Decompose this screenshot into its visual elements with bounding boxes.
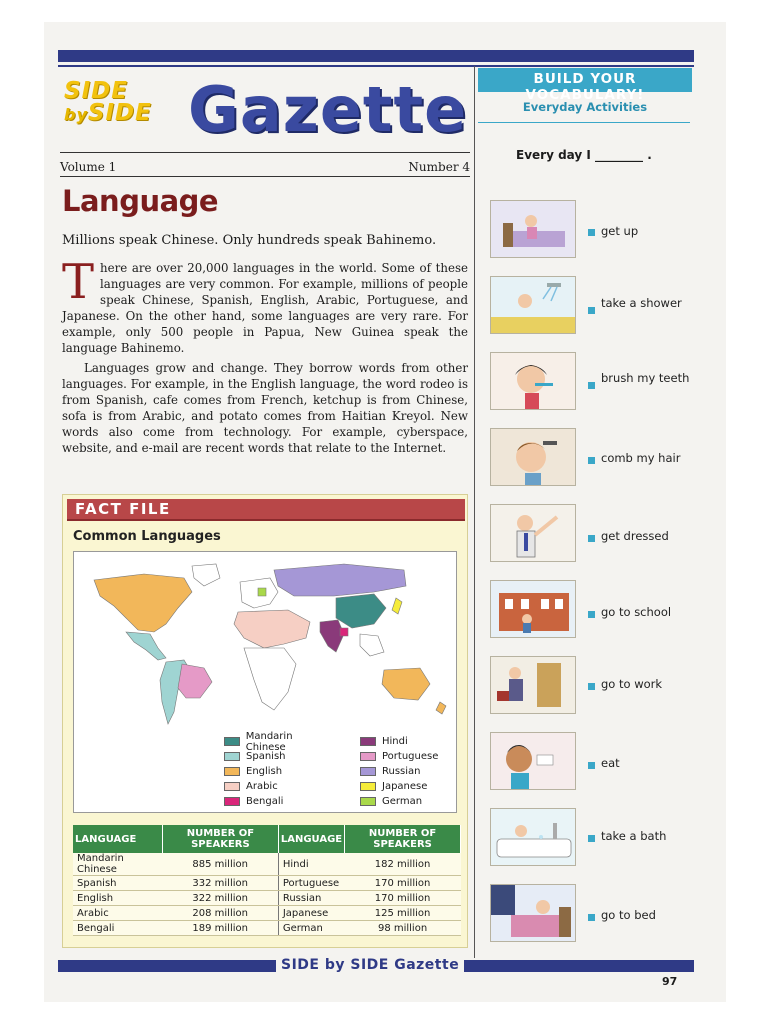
column-divider xyxy=(474,66,475,958)
legend-swatch xyxy=(360,782,376,791)
comb-icon xyxy=(490,428,576,486)
bullet-icon xyxy=(588,457,595,464)
table-cell: Spanish xyxy=(73,876,162,891)
legend-label: Russian xyxy=(382,766,421,777)
table-row xyxy=(73,853,461,876)
vocabulary-item xyxy=(490,352,690,410)
vocabulary-item xyxy=(490,808,690,866)
legend-item xyxy=(224,764,334,779)
vocabulary-label: get up xyxy=(601,224,639,238)
legend-label: Spanish xyxy=(246,751,286,762)
table-cell: Mandarin Chinese xyxy=(73,853,162,876)
vocabulary-item xyxy=(490,580,690,638)
table-cell: 170 million xyxy=(345,891,461,906)
vocabulary-label: brush my teeth xyxy=(601,371,690,385)
bullet-icon xyxy=(588,762,595,769)
logo-side-top: SIDE xyxy=(64,78,128,104)
legend-column-right xyxy=(360,734,470,809)
vocabulary-item xyxy=(490,276,690,334)
vocabulary-label: comb my hair xyxy=(601,451,681,465)
bullet-icon xyxy=(588,307,595,314)
bullet-icon xyxy=(588,611,595,618)
sleep-icon xyxy=(490,884,576,942)
drop-cap: T xyxy=(62,254,95,310)
article-subtitle: Millions speak Chinese. Only hundreds speak Bahinemo. xyxy=(62,233,437,248)
vocabulary-subtitle: Everyday Activities xyxy=(522,100,648,114)
table-row xyxy=(73,906,461,921)
table-header-row xyxy=(73,825,461,853)
briefcase-icon xyxy=(490,656,576,714)
legend-label: German xyxy=(382,796,423,807)
table-cell: 170 million xyxy=(345,876,461,891)
vocabulary-label: take a bath xyxy=(601,829,667,843)
language-table xyxy=(73,825,461,936)
legend-item xyxy=(360,779,470,794)
volume-label: Volume 1 xyxy=(60,160,117,174)
vocabulary-label: go to work xyxy=(601,677,663,691)
vocabulary-item xyxy=(490,656,690,714)
vocabulary-item xyxy=(490,428,690,486)
table-cell: 182 million xyxy=(345,853,461,876)
table-row xyxy=(73,876,461,891)
legend-label: Portuguese xyxy=(382,751,439,762)
vocabulary-label: eat xyxy=(601,756,620,770)
masthead-rule xyxy=(60,152,470,153)
bed-icon xyxy=(490,200,576,258)
shower-icon xyxy=(490,276,576,334)
table-row xyxy=(73,921,461,936)
legend-swatch xyxy=(224,737,240,746)
legend-column-left xyxy=(224,730,334,809)
table-cell: Arabic xyxy=(73,906,162,921)
vocabulary-item xyxy=(490,732,690,790)
school-icon xyxy=(490,580,576,638)
vocabulary-label: go to bed xyxy=(601,908,656,922)
world-language-map xyxy=(73,551,457,813)
vocabulary-label: take a shower xyxy=(601,296,682,310)
toothbrush-icon xyxy=(490,352,576,410)
legend-item xyxy=(224,779,334,794)
header-speakers: NUMBER OF SPEAKERS xyxy=(162,825,278,853)
table-cell: 322 million xyxy=(162,891,278,906)
table-cell: 885 million xyxy=(162,853,278,876)
legend-label: Arabic xyxy=(246,781,278,792)
bullet-icon xyxy=(588,382,595,389)
legend-label: Hindi xyxy=(382,736,408,747)
issue-info xyxy=(60,160,470,177)
legend-swatch xyxy=(224,782,240,791)
vocabulary-item xyxy=(490,884,690,942)
legend-label: Japanese xyxy=(382,781,428,792)
bullet-icon xyxy=(588,535,595,542)
legend-swatch xyxy=(360,797,376,806)
vocabulary-banner xyxy=(478,68,692,103)
fact-file xyxy=(62,494,468,948)
header-language: LANGUAGE xyxy=(73,825,162,853)
vocabulary-rule xyxy=(478,122,690,123)
table-row xyxy=(73,891,461,906)
article-paragraph-2: Languages grow and change. They borrow words from other languages. For example, in the English language, the word rodeo is from Spanish, cafe comes from French, ketchup is from Chinese, sofa is from Arabic, and potato comes from Haitian Kreyol. New words also come from technology. For example, cyberspace, website, and e-mail are recent words that relate to the Internet. xyxy=(62,361,468,455)
vocabulary-label: go to school xyxy=(601,605,672,619)
table-cell: 125 million xyxy=(345,906,461,921)
fact-file-subtitle: Common Languages xyxy=(73,529,221,544)
logo-by: by xyxy=(64,105,88,124)
bullet-icon xyxy=(588,683,595,690)
logo-side-bottom: SIDE xyxy=(87,100,152,126)
meal-icon xyxy=(490,732,576,790)
table-cell: Japanese xyxy=(278,906,344,921)
legend-swatch xyxy=(360,737,376,746)
table-cell: 208 million xyxy=(162,906,278,921)
table-cell: Hindi xyxy=(278,853,344,876)
world-map-graphic xyxy=(74,552,458,732)
bullet-icon xyxy=(588,229,595,236)
article-body xyxy=(62,254,468,460)
legend-label: Mandarin Chinese xyxy=(245,730,293,753)
legend-item xyxy=(360,734,470,749)
footer-logo: SIDE by SIDE Gazette xyxy=(276,957,464,973)
header-language: LANGUAGE xyxy=(278,825,344,853)
masthead xyxy=(60,68,470,160)
article-title: Language xyxy=(62,184,219,218)
page-number: 97 xyxy=(662,975,678,988)
legend-item xyxy=(224,794,334,809)
table-cell: 189 million xyxy=(162,921,278,936)
bullet-icon xyxy=(588,914,595,921)
shirt-icon xyxy=(490,504,576,562)
vocabulary-item xyxy=(490,200,690,258)
legend-swatch xyxy=(360,767,376,776)
legend-label: Bengali xyxy=(246,796,284,807)
article-paragraph-1 xyxy=(62,254,468,356)
legend-item xyxy=(360,794,470,809)
legend-swatch xyxy=(224,767,240,776)
paragraph-1-text: here are over 20,000 languages in the world. Some of these languages are very common. For example, millions of people speak Chinese, Spanish, English, Arabic, Portuguese, and Japanese. On the other hand, some languages are very rare. For example, only 500 people in Papua, New Guinea speak the language Bahinemo. xyxy=(62,261,468,355)
speakers-table xyxy=(73,825,461,936)
gazette-logo: Gazette xyxy=(188,73,468,146)
table-cell: 98 million xyxy=(345,921,461,936)
legend-item xyxy=(360,749,470,764)
vocabulary-title: BUILD YOUR VOCABULARY! xyxy=(525,71,645,103)
legend-swatch xyxy=(224,797,240,806)
legend-label: English xyxy=(246,766,283,777)
legend-swatch xyxy=(224,752,240,761)
table-cell: Portuguese xyxy=(278,876,344,891)
legend-item xyxy=(224,730,334,753)
fact-file-banner xyxy=(67,499,465,521)
bullet-icon xyxy=(588,835,595,842)
vocabulary-item xyxy=(490,504,690,562)
vocabulary-prompt: Every day I ________ . xyxy=(516,148,652,162)
top-rule xyxy=(58,50,694,62)
number-label: Number 4 xyxy=(408,160,470,174)
legend-item xyxy=(360,764,470,779)
table-cell: 332 million xyxy=(162,876,278,891)
fact-file-title: FACT FILE xyxy=(75,500,171,518)
legend-swatch xyxy=(360,752,376,761)
table-cell: German xyxy=(278,921,344,936)
side-by-side-logo xyxy=(64,80,152,126)
bathtub-icon xyxy=(490,808,576,866)
table-cell: Bengali xyxy=(73,921,162,936)
table-cell: Russian xyxy=(278,891,344,906)
table-cell: English xyxy=(73,891,162,906)
header-speakers: NUMBER OF SPEAKERS xyxy=(345,825,461,853)
vocabulary-label: get dressed xyxy=(601,529,669,543)
